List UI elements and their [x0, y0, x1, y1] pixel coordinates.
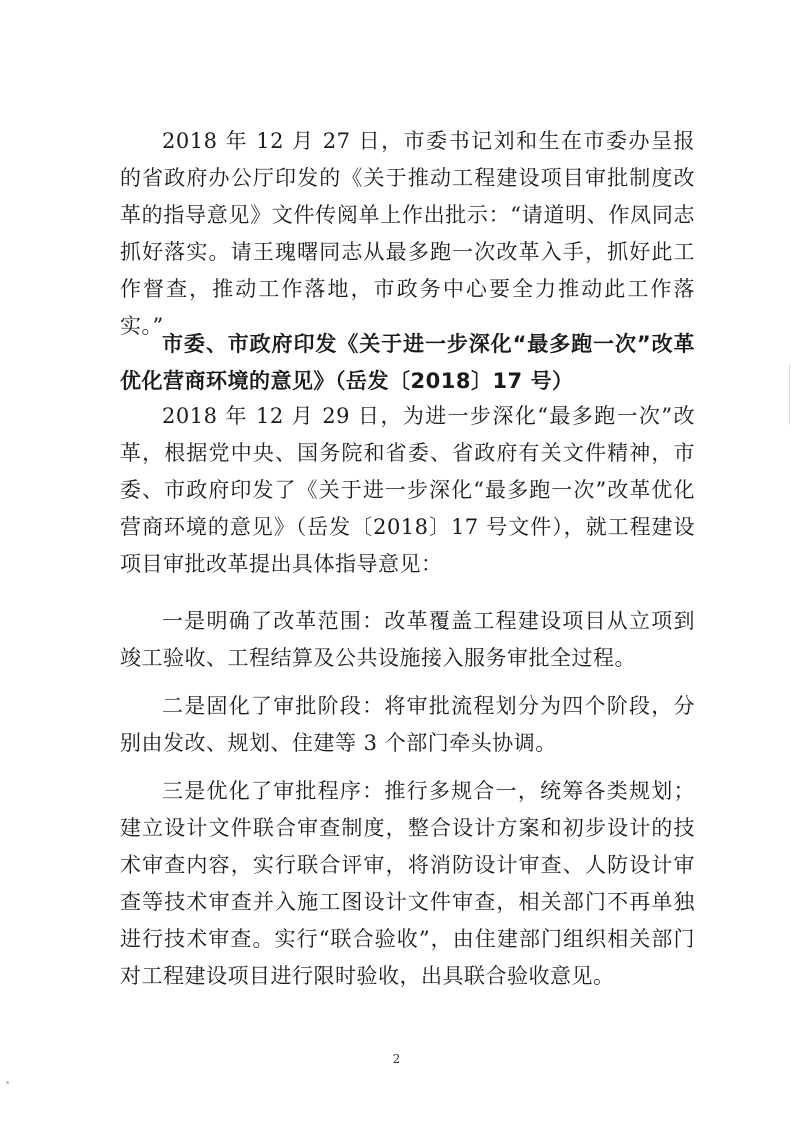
paragraph-point-two	[120, 688, 695, 762]
paragraph-point-one	[120, 603, 695, 677]
paragraph-text: 二是固化了审批阶段：将审批流程划分为四个阶段，分别由发改、规划、住建等 3 个部门牵头协调。	[120, 694, 695, 755]
paragraph-instruction	[120, 123, 695, 345]
heading-text: 市委、市政府印发《关于进一步深化“最多跑一次”改革优化营商环境的意见》（岳发〔2018〕17 号）	[120, 332, 695, 393]
paragraph-issuance	[120, 398, 695, 583]
paragraph-text: 2018 年 12 月 29 日，为进一步深化“最多跑一次”改革，根据党中央、国务院和省委、省政府有关文件精神，市委、市政府印发了《关于进一步深化“最多跑一次”改革优化营商环境的意见》（岳发〔2018〕17 号文件），就工程建设项目审批改革提出具体指导意见：	[120, 404, 695, 576]
section-heading	[120, 326, 695, 400]
scan-corner-mark	[6, 1081, 9, 1084]
paragraph-text: 2018 年 12 月 27 日，市委书记刘和生在市委办呈报的省政府办公厅印发的《关于推动工程建设项目审批制度改革的指导意见》文件传阅单上作出批示：“请道明、作凤同志抓好落实。请王瑰曙同志从最多跑一次改革入手，抓好此工作督查，推动工作落地，市政务中心要全力推动此工作落实。”	[120, 129, 695, 338]
paragraph-text: 三是优化了审批程序：推行多规合一，统筹各类规划；建立设计文件联合审查制度，整合设计方案和初步设计的技术审查内容，实行联合评审，将消防设计审查、人防设计审查等技术审查并入施工图设计文件审查，相关部门不再单独进行技术审查。实行“联合验收”，由住建部门组织相关部门对工程建设项目进行限时验收，出具联合验收意见。	[120, 779, 695, 988]
paragraph-point-three	[120, 773, 695, 995]
paragraph-text: 一是明确了改革范围：改革覆盖工程建设项目从立项到竣工验收、工程结算及公共设施接入服务审批全过程。	[120, 609, 695, 670]
scan-edge-mark	[789, 365, 790, 425]
page-number: 2	[392, 1052, 401, 1066]
